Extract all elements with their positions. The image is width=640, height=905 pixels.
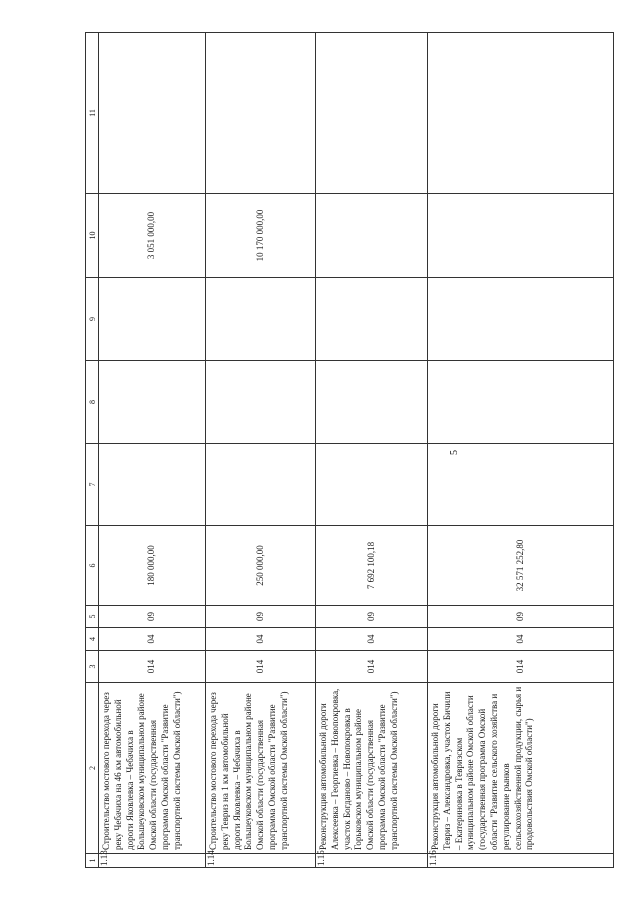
row-description: Строительство мостового перехода через реку Чебачиха на 46 км автомобильной дороги Яковлевка – Чебачиха в Большеуковском муниципальном районе Омской области (государственная программа Омской области "Развитие транспортной системы Омской области"): [99, 683, 206, 854]
cell-c11: [99, 33, 206, 194]
row-description: Реконструкция автомобильной дороги Тевриз – Александровка, участок Бичили – Екатериновка в Тевризском муниципальном районе Омской области (государственная программа Омской области "Развитие сельского хозяйства и регулирование рынков сельскохозяйственной продукции, сырья и продовольствия Омской области"): [428, 683, 614, 854]
cell-c4: 04: [99, 628, 206, 651]
row-number: 1.14: [206, 854, 316, 868]
row-number: 1.13: [99, 854, 206, 868]
col-header: 11: [86, 33, 99, 194]
cell-c8: [428, 361, 614, 444]
cell-c9: [206, 278, 316, 361]
col-header: 1: [86, 854, 99, 868]
table-row: [428, 33, 614, 868]
cell-c8: [99, 361, 206, 444]
cell-c9: [316, 278, 428, 361]
table-row: [99, 33, 206, 868]
cell-c10: [428, 194, 614, 278]
col-header: 6: [86, 526, 99, 606]
cell-c4: 04: [206, 628, 316, 651]
col-header: 10: [86, 194, 99, 278]
cell-c5: 09: [428, 606, 614, 628]
cell-c3: 014: [316, 651, 428, 683]
header-row: [86, 33, 99, 868]
cell-c5: 09: [206, 606, 316, 628]
cell-c6: 250 000,00: [206, 526, 316, 606]
cell-c9: [99, 278, 206, 361]
budget-table-wrapper: [85, 33, 612, 868]
col-header: 3: [86, 651, 99, 683]
cell-c11: [316, 33, 428, 194]
row-number: 1.16: [428, 854, 614, 868]
cell-c7: [316, 444, 428, 526]
cell-c5: 09: [99, 606, 206, 628]
cell-c11: [428, 33, 614, 194]
cell-c10: 3 051 000,00: [99, 194, 206, 278]
cell-c4: 04: [428, 628, 614, 651]
col-header: 5: [86, 606, 99, 628]
row-number: 1.15: [316, 854, 428, 868]
cell-c9: [428, 278, 614, 361]
col-header: 9: [86, 278, 99, 361]
table-row: [316, 33, 428, 868]
row-description: Реконструкция автомобильной дороги Алексеевка – Георгиевка – Новопокровка, участок Богданово – Новопокровка в Горьковском муниципальном районе Омской области (государственная программа Омской области "Развитие транспортной системы Омской области"): [316, 683, 428, 854]
cell-c7: [428, 444, 614, 526]
col-header: 2: [86, 683, 99, 854]
col-header: 4: [86, 628, 99, 651]
cell-c6: 32 571 252,80: [428, 526, 614, 606]
table-row: [206, 33, 316, 868]
cell-c10: 10 170 000,00: [206, 194, 316, 278]
cell-c7: [99, 444, 206, 526]
cell-c11: [206, 33, 316, 194]
cell-c6: 7 692 100,18: [316, 526, 428, 606]
budget-table: [85, 32, 614, 868]
cell-c10: [316, 194, 428, 278]
row-description: Строительство мостового перехода через реку Тевриз на 1 км автомобильной дороги Яковлевка – Чебачиха в Большеуковском муниципальном районе Омской области (государственная программа Омской области "Развитие транспортной системы Омской области"): [206, 683, 316, 854]
cell-c3: 014: [206, 651, 316, 683]
cell-c3: 014: [99, 651, 206, 683]
col-header: 7: [86, 444, 99, 526]
col-header: 8: [86, 361, 99, 444]
page-number: 5: [449, 450, 460, 455]
cell-c8: [206, 361, 316, 444]
cell-c6: 180 000,00: [99, 526, 206, 606]
rotated-table-area: [85, 33, 612, 868]
cell-c3: 014: [428, 651, 614, 683]
cell-c5: 09: [316, 606, 428, 628]
cell-c8: [316, 361, 428, 444]
cell-c4: 04: [316, 628, 428, 651]
cell-c7: [206, 444, 316, 526]
